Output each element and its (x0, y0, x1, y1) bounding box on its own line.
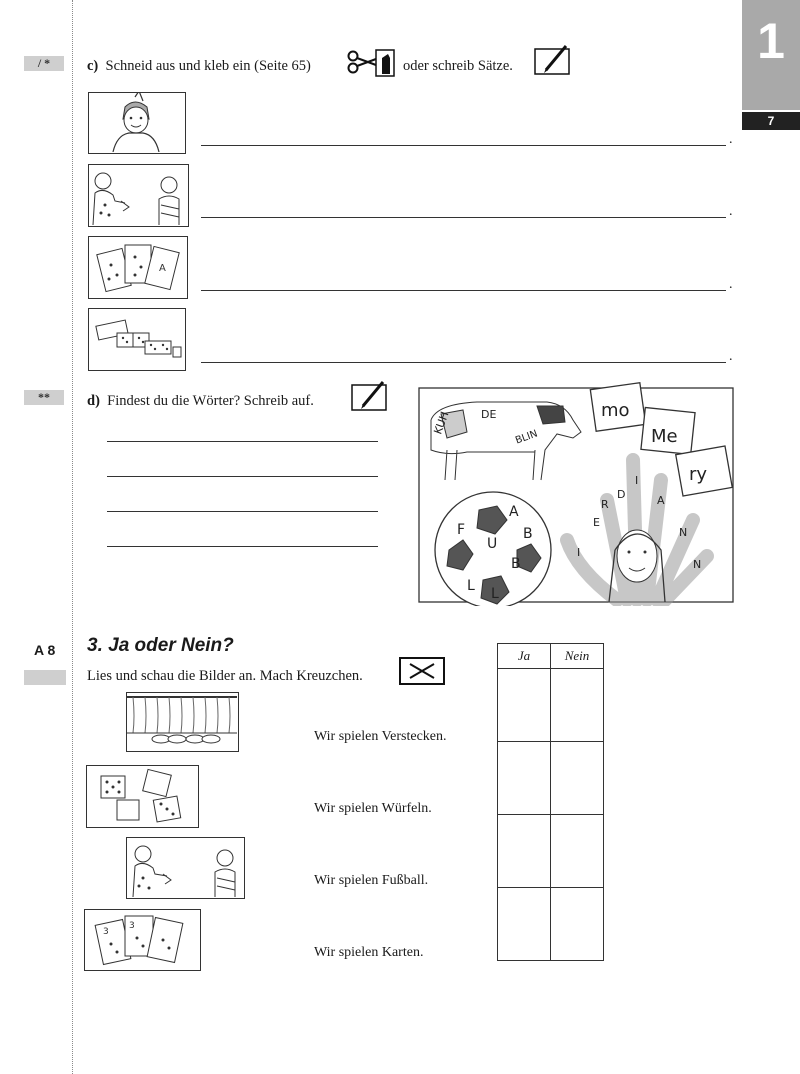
table-row (498, 888, 604, 961)
writing-line-d-4[interactable] (107, 546, 378, 547)
puzzle-letter: I (577, 546, 581, 559)
puzzle-letter: L (491, 586, 499, 602)
writing-line-d-1[interactable] (107, 441, 378, 442)
answer-nein-3[interactable] (551, 815, 604, 888)
exercise-code: A 8 (34, 642, 56, 658)
puzzle-letter: E (593, 516, 600, 529)
answer-nein-4[interactable] (551, 888, 604, 961)
level-badge-c: / * (24, 56, 64, 71)
svg-text:3: 3 (129, 921, 135, 931)
writing-line-c-2[interactable] (201, 217, 726, 218)
puzzle-word: Me (651, 426, 678, 447)
pencil-icon (351, 380, 389, 412)
section-c-text-2: oder schreib Sätze. (403, 58, 513, 74)
puzzle-letter: I (635, 474, 639, 487)
puzzle-letter: U (487, 536, 498, 552)
section-c-letter: c) (87, 58, 99, 74)
table-row (498, 669, 604, 742)
writing-line-c-4[interactable] (201, 362, 726, 363)
margin-line (72, 0, 73, 1074)
header-nein: Nein (551, 644, 604, 669)
writing-line-c-3[interactable] (201, 290, 726, 291)
puzzle-word: BLIN (513, 428, 540, 447)
svg-text:A: A (159, 263, 166, 274)
cross-box-icon (398, 656, 446, 686)
puzzle-word: KUH (431, 409, 452, 437)
section-c-text-1: Schneid aus und kleb ein (Seite 65) (105, 58, 311, 74)
section-3-instruction: Lies und schau die Bilder an. Mach Kreuzchen. (87, 668, 363, 684)
chapter-tab: 1 (742, 0, 800, 110)
section-d-instruction (87, 393, 314, 410)
picture-playing-cards (88, 236, 188, 299)
picture-indian-child (88, 92, 186, 154)
statement-3: Wir spielen Fußball. (314, 873, 429, 888)
puzzle-letter: N (693, 558, 702, 571)
puzzle-letter: R (601, 498, 609, 511)
page-number: 7 (742, 112, 800, 130)
puzzle-letter: B (511, 556, 521, 572)
pencil-icon (534, 44, 572, 76)
table-row (498, 742, 604, 815)
picture-children-playing (88, 164, 189, 227)
statement-4: Wir spielen Karten. (314, 945, 424, 960)
puzzle-letter: A (657, 494, 665, 507)
table-row (498, 815, 604, 888)
picture-dominoes (88, 308, 186, 371)
level-badge-d: ** (24, 390, 64, 405)
puzzle-letter: F (457, 522, 466, 538)
answer-ja-3[interactable] (498, 815, 551, 888)
puzzle-word: ry (689, 464, 708, 485)
section-3-title: 3. Ja oder Nein? (87, 635, 234, 656)
section-d-letter: d) (87, 393, 100, 409)
scissors-glue-icon (346, 46, 396, 78)
statement-1: Wir spielen Verstecken. (314, 729, 447, 744)
table-header-row (498, 644, 604, 669)
puzzle-letter: N (679, 526, 688, 539)
statement-2: Wir spielen Würfeln. (314, 801, 432, 816)
puzzle-letter: B (523, 526, 533, 542)
puzzle-letter: L (467, 578, 475, 594)
line-end-dot: . (729, 204, 733, 219)
writing-line-d-2[interactable] (107, 476, 378, 477)
answer-ja-1[interactable] (498, 669, 551, 742)
answer-nein-1[interactable] (551, 669, 604, 742)
puzzle-word: mo (601, 400, 630, 421)
svg-text:3: 3 (103, 927, 109, 937)
puzzle-word: DE (481, 408, 497, 421)
picture-playing-together (126, 837, 245, 899)
answer-table (497, 643, 604, 961)
section-c-instruction (87, 58, 311, 75)
puzzle-letter: A (509, 504, 519, 520)
line-end-dot: . (729, 277, 733, 292)
line-end-dot: . (729, 132, 733, 147)
writing-line-d-3[interactable] (107, 511, 378, 512)
picture-hide-and-seek (126, 692, 239, 752)
answer-ja-2[interactable] (498, 742, 551, 815)
word-puzzle-picture (417, 380, 735, 606)
header-ja: Ja (498, 644, 551, 669)
picture-cards-2 (84, 909, 201, 971)
picture-dice (86, 765, 199, 828)
puzzle-letter: D (617, 488, 626, 501)
level-badge-3 (24, 670, 66, 685)
answer-nein-2[interactable] (551, 742, 604, 815)
section-d-text: Findest du die Wörter? Schreib auf. (107, 393, 314, 409)
writing-line-c-1[interactable] (201, 145, 726, 146)
answer-ja-4[interactable] (498, 888, 551, 961)
line-end-dot: . (729, 349, 733, 364)
